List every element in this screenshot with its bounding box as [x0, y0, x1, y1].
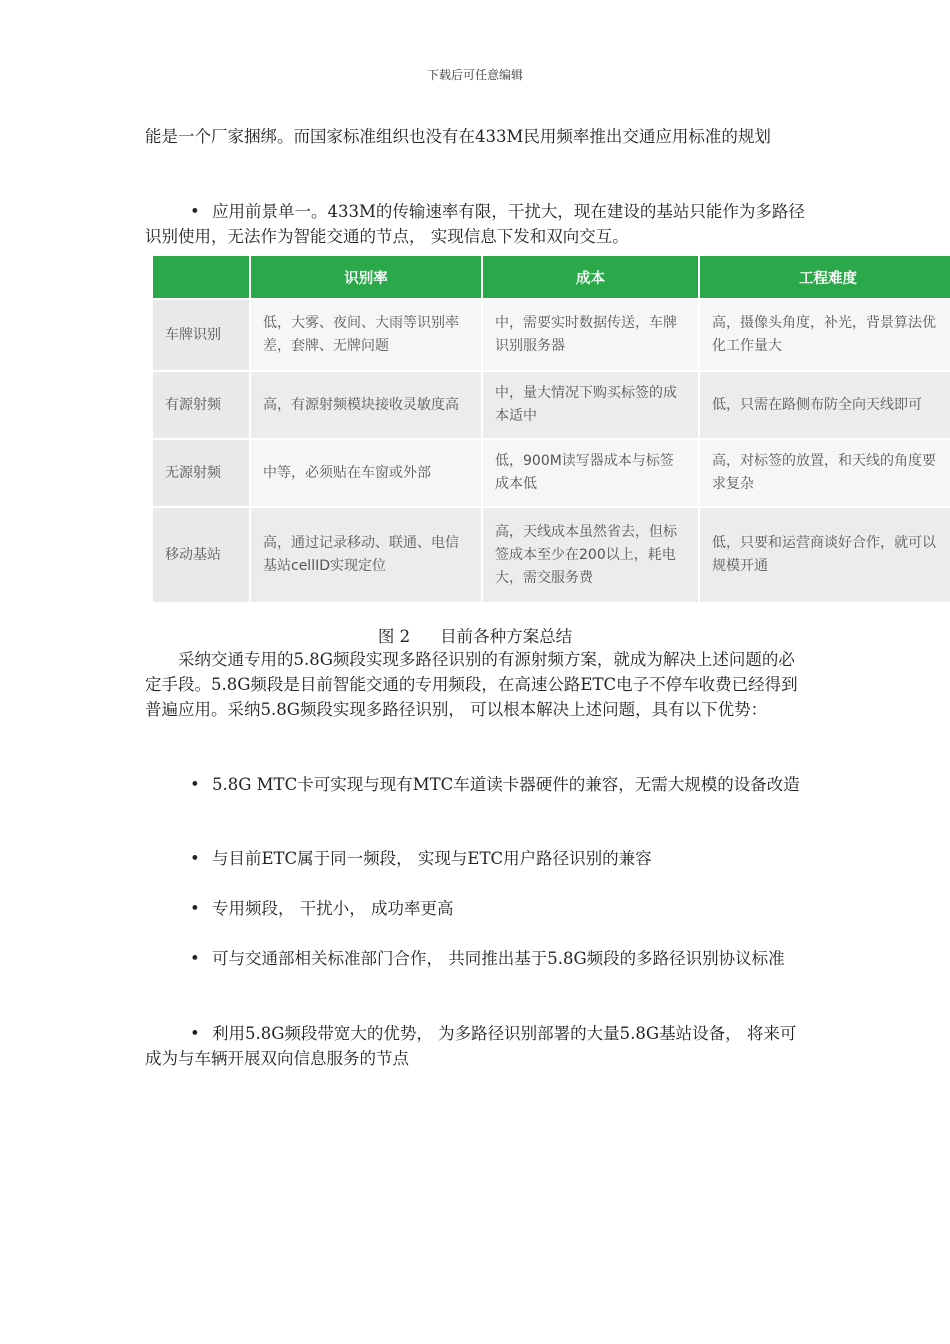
table-cell: 中等，必须贴在车窗或外部 — [250, 439, 482, 507]
table-cell: 低，只需在路侧布防全向天线即可 — [699, 371, 950, 439]
caption-text: 目前各种方案总结 — [440, 627, 573, 646]
page-header: 下载后可任意编辑 — [426, 68, 523, 82]
row-label: 移动基站 — [153, 507, 250, 603]
figure-caption — [0, 623, 950, 647]
bullet-item — [145, 772, 810, 797]
table-header-cell: 识别率 — [250, 256, 482, 299]
bullet-dot: • — [190, 899, 200, 918]
bullet-dot: • — [190, 775, 200, 794]
bullet-text: 应用前景单一。433M的传输速率有限，干扰大，现在建设的基站只能作为多路径识别使用，无法作为智能交通的节点， 实现信息下发和双向交互。 — [145, 202, 805, 246]
bullet-dot: • — [190, 202, 200, 221]
row-label: 有源射频 — [153, 371, 250, 439]
bullet-text: 5.8G MTC卡可实现与现有MTC车道读卡器硬件的兼容，无需大规模的设备改造 — [212, 775, 800, 794]
table-cell: 高，对标签的放置，和天线的角度要求复杂 — [699, 439, 950, 507]
table-cell: 高，通过记录移动、联通、电信基站cellID实现定位 — [250, 507, 482, 603]
bullet-text: 与目前ETC属于同一频段， 实现与ETC用户路径识别的兼容 — [212, 849, 652, 868]
paragraph: 采纳交通专用的5.8G频段实现多路径识别的有源射频方案，就成为解决上述问题的必定手段。5.8G频段是目前智能交通的专用频段，在高速公路ETC电子不停车收费已经得到普遍应用。采纳5.8G频段实现多路径识别， 可以根本解决上述问题，具有以下优势： — [145, 650, 798, 719]
table-header-cell — [153, 256, 250, 299]
bullet-text: 专用频段， 干扰小， 成功率更高 — [212, 899, 454, 918]
table-row — [153, 371, 950, 439]
bullet-dot: • — [190, 1024, 200, 1043]
bullet-item — [145, 1021, 810, 1071]
table-cell: 低，只要和运营商谈好合作，就可以规模开通 — [699, 507, 950, 603]
table-cell: 高，有源射频模块接收灵敏度高 — [250, 371, 482, 439]
comparison-table — [153, 256, 950, 604]
bullet-item — [145, 896, 810, 921]
table-cell: 高，天线成本虽然省去，但标签成本至少在200以上，耗电大，需交服务费 — [482, 507, 699, 603]
table-header-cell: 工程难度 — [699, 256, 950, 299]
bullet-item — [145, 946, 810, 971]
bullet-item — [145, 846, 810, 871]
bullet-text: 利用5.8G频段带宽大的优势， 为多路径识别部署的大量5.8G基站设备， 将来可成为与车辆开展双向信息服务的节点 — [145, 1024, 797, 1068]
table-row — [153, 507, 950, 603]
paragraph: 能是一个厂家捆绑。而国家标准组织也没有在433M民用频率推出交通应用标准的规划 — [145, 127, 771, 146]
caption-label: 图 2 — [377, 627, 411, 646]
row-label: 无源射频 — [153, 439, 250, 507]
bullet-dot: • — [190, 949, 200, 968]
table-cell: 高，摄像头角度，补光，背景算法优化工作量大 — [699, 299, 950, 371]
table-cell: 中，需要实时数据传送，车牌识别服务器 — [482, 299, 699, 371]
bullet-text: 可与交通部相关标准部门合作， 共同推出基于5.8G频段的多路径识别协议标准 — [212, 949, 785, 968]
table-row — [153, 299, 950, 371]
table-cell: 低，大雾、夜间、大雨等识别率差，套牌、无牌问题 — [250, 299, 482, 371]
table-cell: 低，900M读写器成本与标签成本低 — [482, 439, 699, 507]
table-row — [153, 439, 950, 507]
table-header-row — [153, 256, 950, 299]
bullet-dot: • — [190, 849, 200, 868]
table-header-cell: 成本 — [482, 256, 699, 299]
row-label: 车牌识别 — [153, 299, 250, 371]
table-cell: 中，量大情况下购买标签的成本适中 — [482, 371, 699, 439]
bullet-item — [145, 199, 810, 249]
